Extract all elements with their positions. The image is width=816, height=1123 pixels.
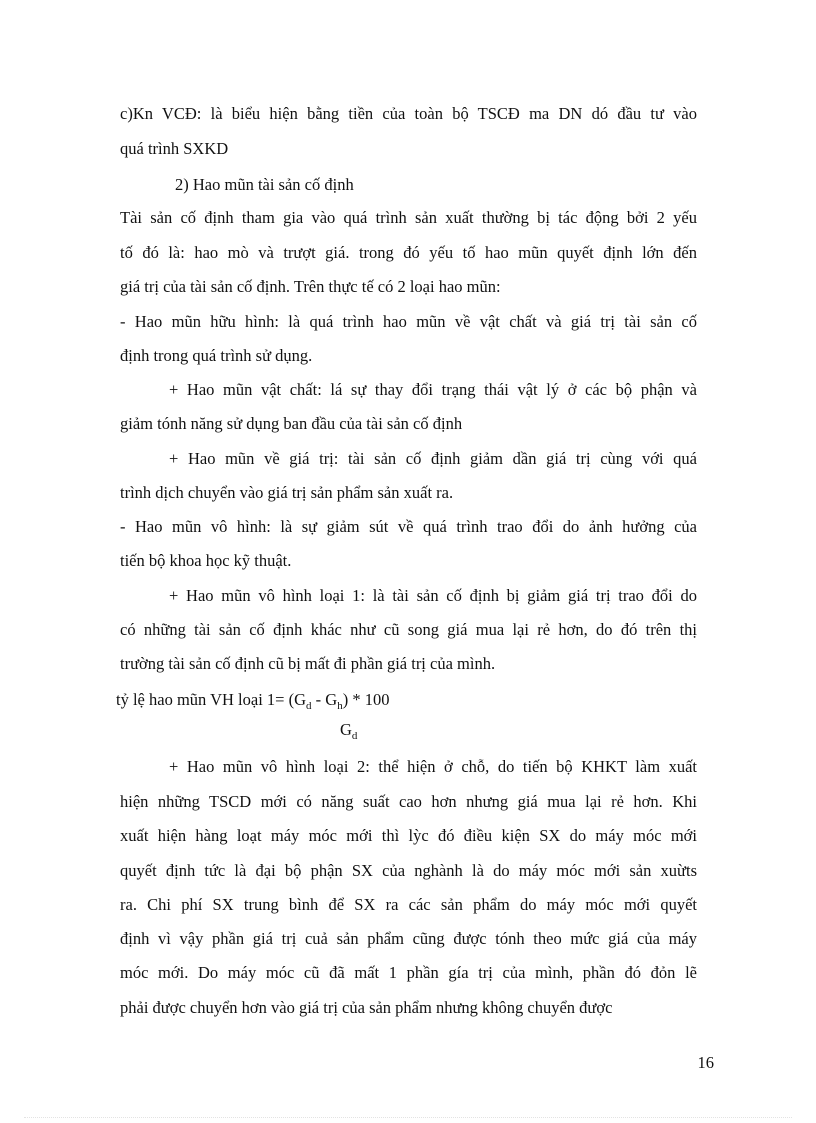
body-text-line: trình dịch chuyển vào giá trị sản phẩm sản xuất ra.: [120, 483, 454, 502]
body-text-line: định vì vậy phần giá trị cuả sản phẩm cũng được tónh theo mức giá của máy: [120, 929, 697, 948]
body-text-line: định trong quá trình sử dụng.: [120, 346, 313, 365]
body-text-line: giảm tónh năng sử dụng ban đầu của tài sản cố định: [120, 414, 463, 433]
formula-numerator: tỷ lệ hao mũn VH loại $1= (G_d - G_h) * 100$: [116, 690, 390, 712]
body-text-line: giá trị của tài sản cố định. Trên thực tế có 2 loại hao mũn:: [120, 277, 501, 296]
body-text-line: - Hao mũn hữu hình: là quá trình hao mũn về vật chất và giá trị tài sản cố: [120, 312, 697, 331]
body-text-line: ra. Chi phí SX trung bình để SX ra các sản phẩm do máy móc mới quyết: [120, 895, 697, 914]
body-text-line: + Hao mũn vô hình loại 1: là tài sản cố định bị giảm giá trị trao đổi do: [169, 586, 697, 605]
page-bottom-divider: [24, 1117, 792, 1118]
body-text-line: trường tài sản cố định cũ bị mất đi phần giá trị của mình.: [120, 654, 496, 673]
body-text-line: xuất hiện hàng loạt máy móc mới thì lỳc đó điều kiện SX do máy móc mới: [120, 826, 697, 845]
body-text-line: móc mới. Do máy móc cũ đã mất 1 phần gía trị của mình, phần đó đỏn lẽ: [120, 963, 697, 982]
body-text-line: - Hao mũn vô hình: là sự giảm sút về quá trình trao đổi do ảnh hưởng của: [120, 517, 697, 536]
body-text-line: tố đó là: hao mò và trượt giá. trong đó yếu tố hao mũn quyết định lớn đến: [120, 243, 697, 262]
page-number: 16: [697, 1053, 714, 1072]
section-heading: 2) Hao mũn tài sản cố định: [175, 175, 354, 194]
body-text-line: tiến bộ khoa học kỹ thuật.: [120, 551, 292, 570]
body-text-line: Tài sản cố định tham gia vào quá trình sản xuất thường bị tác động bởi 2 yếu: [120, 208, 697, 227]
body-text-line: quá trình SXKD: [120, 139, 229, 158]
body-text-line: + Hao mũn về giá trị: tài sản cố định giảm dần giá trị cùng với quá: [169, 449, 697, 468]
body-text-line: + Hao mũn vật chất: lá sự thay đổi trạng thái vật lý ở các bộ phận và: [169, 380, 697, 399]
body-text-line: c)Kn VCĐ: là biểu hiện bằng tiền của toàn bộ TSCĐ ma DN dó đầu tư vào: [120, 104, 697, 123]
body-text-line: phải được chuyển hơn vào giá trị của sản phẩm nhưng không chuyển được: [120, 998, 613, 1017]
body-text-line: + Hao mũn vô hình loại 2: thể hiện ở chỗ, do tiến bộ KHKT làm xuất: [169, 757, 697, 776]
formula-denominator: $G_d$: [340, 720, 358, 742]
body-text-line: quyết định tức là đại bộ phận SX của nghành là do máy móc mới sản xuừts: [120, 861, 697, 880]
body-text-line: hiện những TSCD mới có năng suất cao hơn nhưng giá mua lại rẻ hơn. Khi: [120, 792, 697, 811]
body-text-line: có những tài sản cố định khác như cũ song giá mua lại rẻ hơn, do đó trên thị: [120, 620, 697, 639]
